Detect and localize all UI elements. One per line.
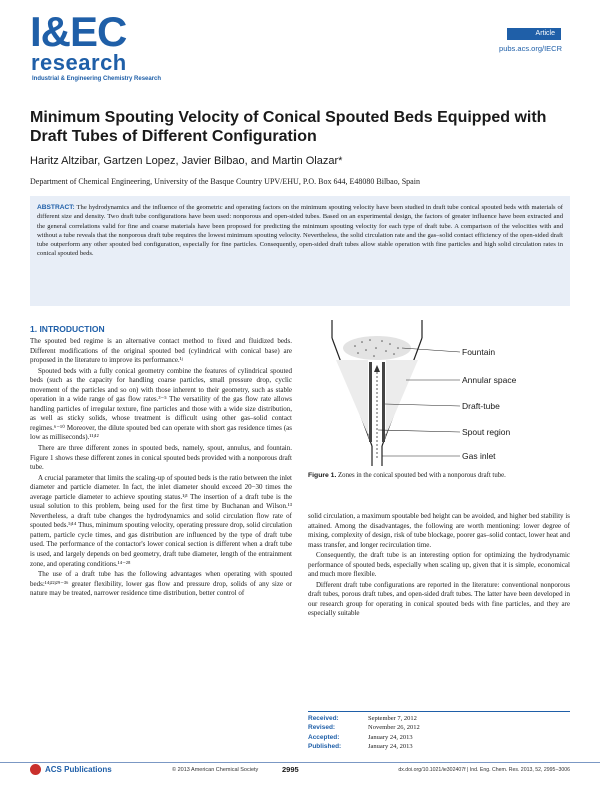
journal-url-link[interactable]: pubs.acs.org/IECR	[499, 44, 562, 53]
journal-logo-word: research	[31, 50, 127, 75]
date-label: Received:	[308, 715, 339, 722]
acs-mark-icon	[30, 764, 41, 775]
label-annular-space: Annular space	[462, 375, 517, 385]
label-gas-inlet: Gas inlet	[462, 451, 496, 461]
right-column	[308, 512, 570, 619]
abstract-box	[30, 196, 570, 306]
date-row	[308, 733, 570, 742]
label-draft-tube: Draft-tube	[462, 401, 500, 411]
date-label: Accepted:	[308, 733, 340, 741]
date-label: Published:	[308, 742, 342, 750]
paragraph: Spouted beds with a fully conical geometry combine the features of cylindrical spouted beds (such as the capacity for handling coarse particles, small pressure drop, cyclic movement of the particles and so on) with those inherent to their geometry, such as stable operation in a wide range of gas flow rates.³⁻⁵ The versatility of the gas flow rate allows handling particles of irregular texture, fine particles and those with a wide size distribution, as well as sticky solids, whose treatment is difficult using other gas–solid contact regimes.⁶⁻¹⁰ Moreover, the dilute spouted bed can operate with short gas residence times (as low as milliseconds).¹¹ʲ¹²	[30, 366, 292, 442]
draft-tube-left	[369, 362, 372, 442]
publisher-name: ACS Publications	[45, 765, 112, 774]
page-number: 2995	[282, 765, 299, 774]
article-affiliation: Department of Chemical Engineering, University of the Basque Country UPV/EHU, P.O. Box 644, E48080 Bilbao, Spain	[30, 177, 420, 186]
leader-spout	[378, 430, 460, 432]
journal-logo-subtitle: Industrial & Engineering Chemistry Research	[32, 76, 162, 82]
paragraph: Different draft tube configurations are reported in the literature: conventional nonporous draft tubes, porous draft tubes, and open-sided draft tubes. The latter have been developed in our research group for operating in conical spouted beds with fine particles, and they are especially suitable	[308, 580, 570, 618]
journal-logo-main: I&EC	[30, 8, 127, 55]
date-row	[308, 742, 570, 751]
publication-dates	[308, 714, 570, 751]
publisher-logo[interactable]	[30, 764, 112, 775]
figure-caption-label: Figure 1.	[308, 472, 337, 479]
date-value: January 24, 2013	[368, 742, 413, 750]
doi-citation[interactable]: dx.doi.org/10.1021/ie302407f | Ind. Eng. Chem. Res. 2013, 52, 2995−3006	[398, 767, 570, 773]
paragraph: Consequently, the draft tube is an interesting option for optimizing the hydrodynamic performance of spouted beds, especially when scaling up, given that it is simple, economical and much more flexible.	[308, 551, 570, 579]
fountain-cloud	[343, 336, 411, 360]
date-value: September 7, 2012	[368, 715, 417, 722]
article-type-badge: Article	[507, 28, 561, 40]
copyright-notice: © 2013 American Chemical Society	[172, 767, 259, 773]
label-fountain: Fountain	[462, 347, 496, 357]
left-column	[30, 337, 292, 599]
dates-divider	[308, 711, 570, 712]
paragraph: solid circulation, a maximum spoutable bed height can be avoided, and higher bed stability is attained. Among the disadvantages, the following are worth mentioning: lower degree of mixing, complexity of design, risk of tube blockage, poorer gas–solid contact, lower heat and mass transfer, and longer recirculation time.	[308, 512, 570, 549]
figure-caption-text: Zones in the conical spouted bed with a nonporous draft tube.	[338, 472, 506, 479]
paragraph: The spouted bed regime is an alternative contact method to fixed and fluidized beds. Different modifications of the original spouted bed (cylindrical with conical base) are proposed in the literature to improve its performance.¹ʲ	[30, 337, 292, 365]
date-label: Revised:	[308, 724, 336, 732]
paragraph: There are three different zones in spouted beds, namely, spout, annulus, and fountain. Figure 1 shows these different zones in conical spouted beds provided with a nonporous draft tube.	[30, 444, 292, 472]
abstract-label: ABSTRACT:	[37, 204, 75, 211]
date-row	[308, 714, 570, 723]
label-spout-region: Spout region	[462, 427, 511, 437]
spout-arrow-icon	[374, 365, 380, 372]
article-authors: Haritz Altzibar, Gartzen Lopez, Javier Bilbao, and Martin Olazar*	[30, 155, 343, 167]
date-value: November 26, 2012	[368, 724, 420, 732]
footer-divider	[0, 762, 600, 763]
annulus-left	[336, 360, 372, 444]
date-row	[308, 723, 570, 732]
figure-1-caption	[308, 471, 570, 480]
leader-fountain	[402, 348, 460, 352]
annulus-right	[382, 360, 418, 444]
date-value: January 24, 2013	[368, 733, 413, 741]
section-heading: 1. INTRODUCTION	[30, 324, 105, 334]
paragraph: A crucial parameter that limits the scaling-up of spouted beds is the ratio between the inlet diameter and particle diameter. In fact, the inlet diameter should exceed 20−30 times the average particle diameter to achieve spouting status.¹ʲ³ The insertion of a draft tube is the usual solution to this problem, being used for the first time by Buchanan and Wilson.¹³ Nevertheless, a draft tube changes the hydrodynamics and solid circulation flow rate of spouted beds.⁵ʲ¹⁴ Thus, minimum spouting velocity, operating pressure drop, solid circulation pattern, particle cycle times, and gas distribution are influenced by the type of draft tube used. The performance of the contactor's lower conical section is different when a draft tube is used, and largely depends on bed geometry, draft tube diameter, length of the entrainment zone, and operating conditions.¹⁴⁻²⁸	[30, 473, 292, 568]
abstract-text: The hydrodynamics and the influence of the geometric and operating factors on the minimum spouting velocity have been studied in draft tube conical spouted beds with materials of different size and density. Two draft tube configurations have been used: nonporous and open-sided tubes. Based on an experimental design, the factors of greater influence have been extracted and the general correlations valid for fine and coarse materials have been proposed for predicting the minimum spouting velocity for each type of draft tube. A comparison of the velocities with and without a tube reveals that the nonporous draft tube requires the lowest minimum spouting velocity. Nevertheless, the solid circulation rate and the gas–solid contact efficiency of the open-sided draft tube outperform any other spouted bed configuration, especially for fine particles. Consequently, open-sided draft tubes allow stable operation with fine particles and high solid circulation rates in conical spouted beds.	[37, 204, 563, 258]
article-title: Minimum Spouting Velocity of Conical Spouted Beds Equipped with Draft Tubes of Different Configuration	[30, 109, 547, 145]
paragraph: The use of a draft tube has the following advantages when operating with spouted beds:¹⁴ʲ²²ʲ²⁹⁻³⁶ greater flexibility, lower gas flow and pressure drop, solids of any size or nature may be treated, narrower residence time distribution, better control of	[30, 570, 292, 598]
figure-1-diagram	[310, 318, 568, 470]
